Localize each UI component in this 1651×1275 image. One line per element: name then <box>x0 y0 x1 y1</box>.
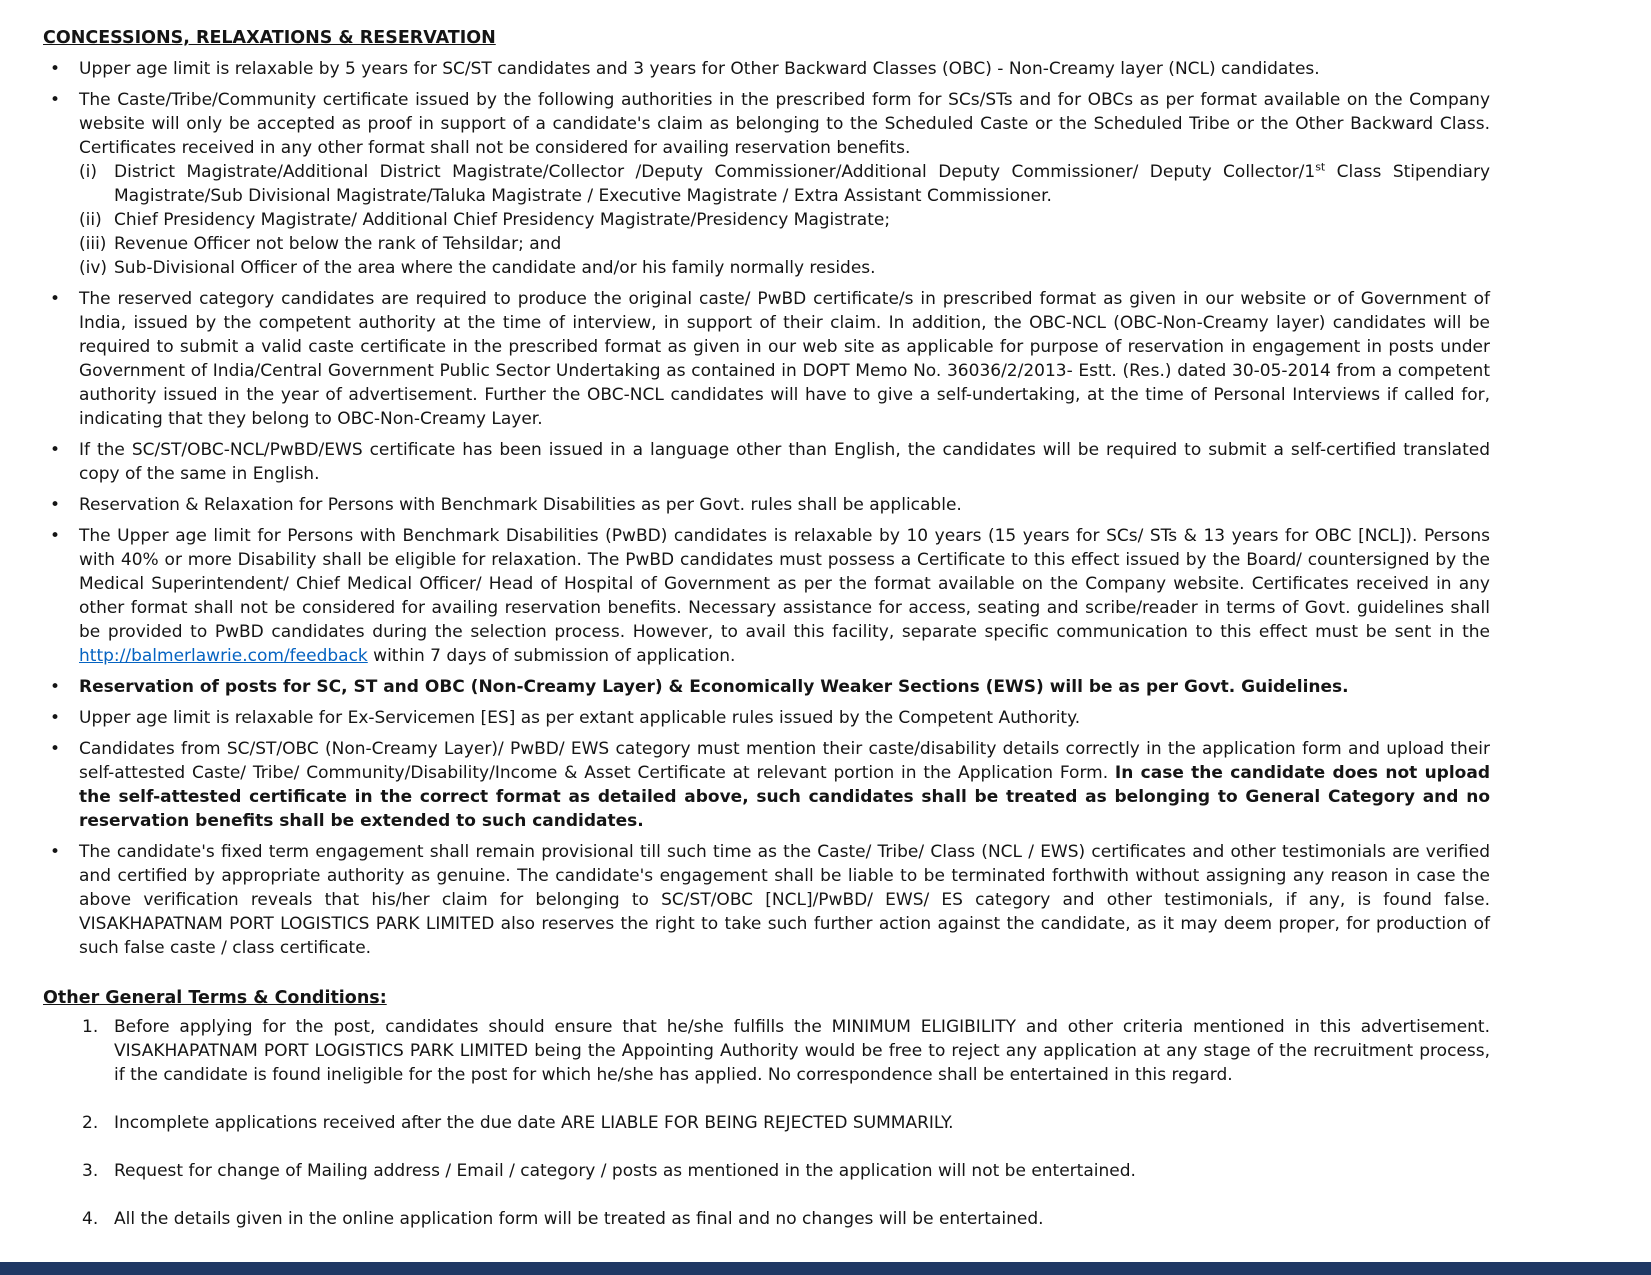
authorities-sublist <box>79 160 1490 280</box>
bullet-text: The reserved category candidates are required to produce the original caste/ PwBD certificate/s in prescribed format as given in our website or of Government of India, issued by the competent authority at the time of interview, in support of their claim. In addition, the OBC-NCL (OBC-Non-Creamy layer) candidates will be required to submit a valid caste certificate in the prescribed format as given in our web site as applicable for purpose of reservation in engagement in posts under Government of India/Central Government Public Sector Undertaking as contained in DOPT Memo No. 36036/2/2013- Estt. (Res.) dated 30-05-2014 from a competent authority issued in the year of advertisement. Further the OBC-NCL candidates will have to give a self-undertaking, at the time of Personal Interviews if called for, indicating that they belong to OBC-Non-Creamy Layer. <box>79 289 1490 429</box>
bullet-marker: • <box>50 842 61 862</box>
bullet-marker: • <box>50 289 61 309</box>
ordinal-superscript: st <box>1315 160 1326 174</box>
bullet-age-relaxation <box>43 57 1490 81</box>
bullet-translated-certificate <box>43 438 1490 486</box>
bullet-text: If the SC/ST/OBC-NCL/PwBD/EWS certificate has been issued in a language other than English, the candidates will be required to submit a self-certified translated copy of the same in English. <box>79 440 1490 484</box>
term-item-2 <box>82 1111 1490 1135</box>
term-text: Incomplete applications received after the due date ARE LIABLE FOR BEING REJECTED SUMMARILY. <box>114 1113 954 1133</box>
bullet-provisional-engagement <box>43 840 1490 960</box>
term-text: All the details given in the online application form will be treated as final and no changes will be entertained. <box>114 1209 1044 1229</box>
bullet-reserved-category-certificates <box>43 287 1490 431</box>
bullet-marker: • <box>50 90 61 110</box>
document-page <box>43 26 1490 1255</box>
subitem-marker: (i) <box>79 162 97 182</box>
subitem-marker: (iii) <box>79 234 107 254</box>
subitem-text: Chief Presidency Magistrate/ Additional Chief Presidency Magistrate/Presidency Magistrate; <box>114 210 891 230</box>
terms-heading: Other General Terms & Conditions: <box>43 988 387 1008</box>
concessions-heading: CONCESSIONS, RELAXATIONS & RESERVATION <box>43 28 496 48</box>
bullet-text: The Caste/Tribe/Community certificate issued by the following authorities in the prescribed form for SCs/STs and for OBCs as per format available on the Company website will only be accepted as proof in support of a candidate's claim as belonging to the Scheduled Caste or the Scheduled Tribe or the Other Backward Class. Certificates received in any other format shall not be considered for availing reservation benefits. <box>79 90 1490 158</box>
bullet-ex-servicemen <box>43 706 1490 730</box>
bullet-text: Upper age limit is relaxable for Ex-Servicemen [ES] as per extant applicable rules issued by the Competent Authority. <box>79 708 1081 728</box>
term-item-1 <box>82 1015 1490 1087</box>
term-marker: 2. <box>82 1113 99 1133</box>
page-footer-bar <box>0 1262 1651 1275</box>
term-text: Request for change of Mailing address / Email / category / posts as mentioned in the application will not be entertained. <box>114 1161 1136 1181</box>
authority-item-iv <box>79 256 1490 280</box>
bullet-text: within 7 days of submission of application. <box>367 646 736 666</box>
bullet-text: The Upper age limit for Persons with Benchmark Disabilities (PwBD) candidates is relaxable by 10 years (15 years for SCs/ STs & 13 years for OBC [NCL]). Persons with 40% or more Disability shall be eligible for relaxation. The PwBD candidates must possess a Certificate to this effect issued by the Board/ countersigned by the Medical Superintendent/ Chief Medical Officer/ Head of Hospital of Government as per the format available on the Company website. Certificates received in any other format shall not be considered for availing reservation benefits. Necessary assistance for access, seating and scribe/reader in terms of Govt. guidelines shall be provided to PwBD candidates during the selection process. However, to avail this facility, separate specific communication to this effect must be sent in the <box>79 526 1490 642</box>
bullet-marker: • <box>50 440 61 460</box>
bullet-text: Candidates from SC/ST/OBC (Non-Creamy Layer)/ PwBD/ EWS category must mention their caste/disability details correctly in the application form and upload their self-attested Caste/ Tribe/ Community/Disability/Income & Asset Certificate at relevant portion in the Application Form. <box>79 739 1490 783</box>
authority-item-iii <box>79 232 1490 256</box>
bullet-upload-certificates <box>43 737 1490 833</box>
bullet-text: Reservation & Relaxation for Persons with Benchmark Disabilities as per Govt. rules shall be applicable. <box>79 495 962 515</box>
subitem-marker: (iv) <box>79 258 108 278</box>
bullet-marker: • <box>50 526 61 546</box>
term-marker: 3. <box>82 1161 99 1181</box>
bullet-marker: • <box>50 495 61 515</box>
bullet-caste-certificate-authorities <box>43 88 1490 280</box>
term-marker: 1. <box>82 1017 99 1037</box>
subitem-text: Sub-Divisional Officer of the area where the candidate and/or his family normally resides. <box>114 258 876 278</box>
bullet-text: Reservation of posts for SC, ST and OBC (Non-Creamy Layer) & Economically Weaker Sections (EWS) will be as per Govt. Guidelines. <box>79 677 1349 697</box>
subitem-text: Revenue Officer not below the rank of Tehsildar; and <box>114 234 562 254</box>
bullet-reservation-govt-guidelines <box>43 675 1490 699</box>
term-item-4 <box>82 1207 1490 1231</box>
bullet-pwbd-age-relaxation <box>43 524 1490 668</box>
bullet-marker: • <box>50 708 61 728</box>
term-marker: 4. <box>82 1209 99 1229</box>
bullet-marker: • <box>50 59 61 79</box>
subitem-text: District Magistrate/Additional District Magistrate/Collector /Deputy Commissioner/Additional Deputy Commissioner/ Deputy Collector/1 <box>114 162 1316 182</box>
feedback-link[interactable]: http://balmerlawrie.com/feedback <box>79 646 368 666</box>
subitem-text: Class Stipendiary Magistrate/Sub Divisional Magistrate/Taluka Magistrate / Executive Magistrate / Extra Assistant Commissioner. <box>114 162 1491 206</box>
authority-item-ii <box>79 208 1490 232</box>
bullet-text: The candidate's fixed term engagement shall remain provisional till such time as the Caste/ Tribe/ Class (NCL / EWS) certificates and other testimonials are verified and certified by appropriate authority as genuine. The candidate's engagement shall be liable to be terminated forthwith without assigning any reason in case the above verification reveals that his/her claim for belonging to SC/ST/OBC [NCL]/PwBD/ EWS/ ES category and other testimonials, if any, is found false. VISAKHAPATNAM PORT LOGISTICS PARK LIMITED also reserves the right to take such further action against the candidate, as it may deem proper, for production of such false caste / class certificate. <box>79 842 1490 958</box>
subitem-marker: (ii) <box>79 210 102 230</box>
authority-item-i <box>79 160 1490 208</box>
bullet-pwbd-reservation <box>43 493 1490 517</box>
bullet-text: Upper age limit is relaxable by 5 years for SC/ST candidates and 3 years for Other Backward Classes (OBC) - Non-Creamy layer (NCL) candidates. <box>79 59 1320 79</box>
bullet-marker: • <box>50 739 61 759</box>
bullet-marker: • <box>50 677 61 697</box>
bullet-text-bold: In case the candidate does not upload the self-attested certificate in the correct format as detailed above, such candidates shall be treated as belonging to General Category and no reservation benefits shall be extended to such candidates. <box>79 763 1490 831</box>
term-item-3 <box>82 1159 1490 1183</box>
term-text: Before applying for the post, candidates should ensure that he/she fulfills the MINIMUM ELIGIBILITY and other criteria mentioned in this advertisement. VISAKHAPATNAM PORT LOGISTICS PARK LIMITED being the Appointing Authority would be free to reject any application at any stage of the recruitment process, if the candidate is found ineligible for the post for which he/she has applied. No correspondence shall be entertained in this regard. <box>114 1017 1490 1085</box>
